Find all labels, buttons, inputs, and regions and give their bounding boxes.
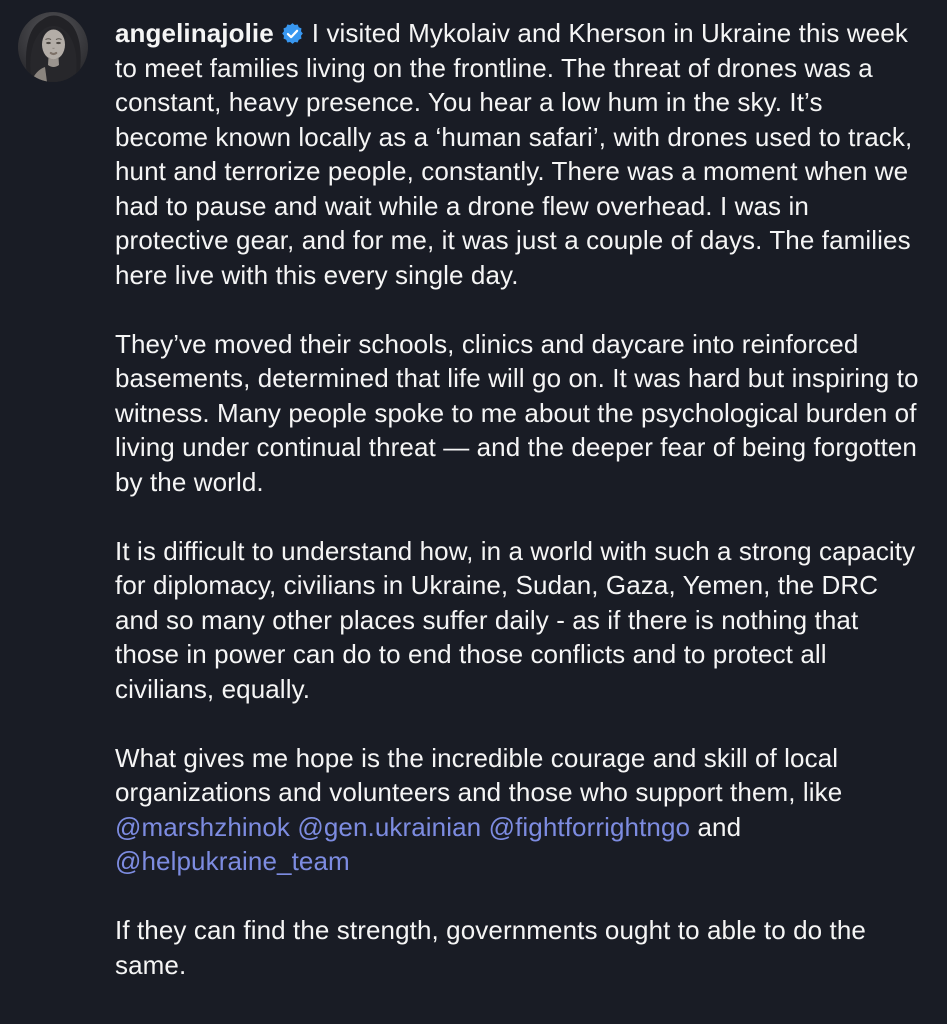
mention-link[interactable]: @helpukraine_team (115, 846, 350, 876)
caption-text: I visited Mykolaiv and Kherson in Ukraine this week to meet families living on the frontline. The threat of drones was a constant, heavy presence. You hear a low hum in the sky. It’s become known locally as a ‘human safari’, with drones used to track, hunt and terrorize people, constantly. There was a moment when we had to pause and wait while a drone flew overhead. I was in protective gear, and for me, it was just a couple of days. The families here live with this every single day. They’ve moved their schools, clinics and daycare into reinforced basements, determined that life will go on. It was hard but inspiring to witness. Many people spoke to me about the psychological burden of living under continual threat — and the deeper fear of being forgotten by the world. It is difficult to understand how, in a world with such a strong capacity for diplomacy, civilians in Ukraine, Sudan, Gaza, Yemen, the DRC and so many other places suffer daily - as if there is nothing that those in power can do to end those conflicts and to protect all civilians, equally. What gives me hope is the incredible courage and skill of local organizations and volunteers and those who support them, like @marshzhinok @gen.ukrainian @fightforrightngo and @helpukraine_team If they can find the strength, governments ought to able to do the same. (115, 18, 926, 980)
verified-badge-icon (281, 22, 304, 45)
mention-link[interactable]: @marshzhinok (115, 811, 290, 842)
avatar[interactable] (18, 12, 88, 82)
username-link[interactable]: angelinajolie (115, 18, 274, 48)
caption-body (115, 16, 926, 982)
mention-link[interactable]: @gen.ukrainian (297, 811, 482, 842)
mention-link[interactable]: @fightforrightngo (488, 811, 691, 842)
avatar-image (18, 12, 88, 82)
